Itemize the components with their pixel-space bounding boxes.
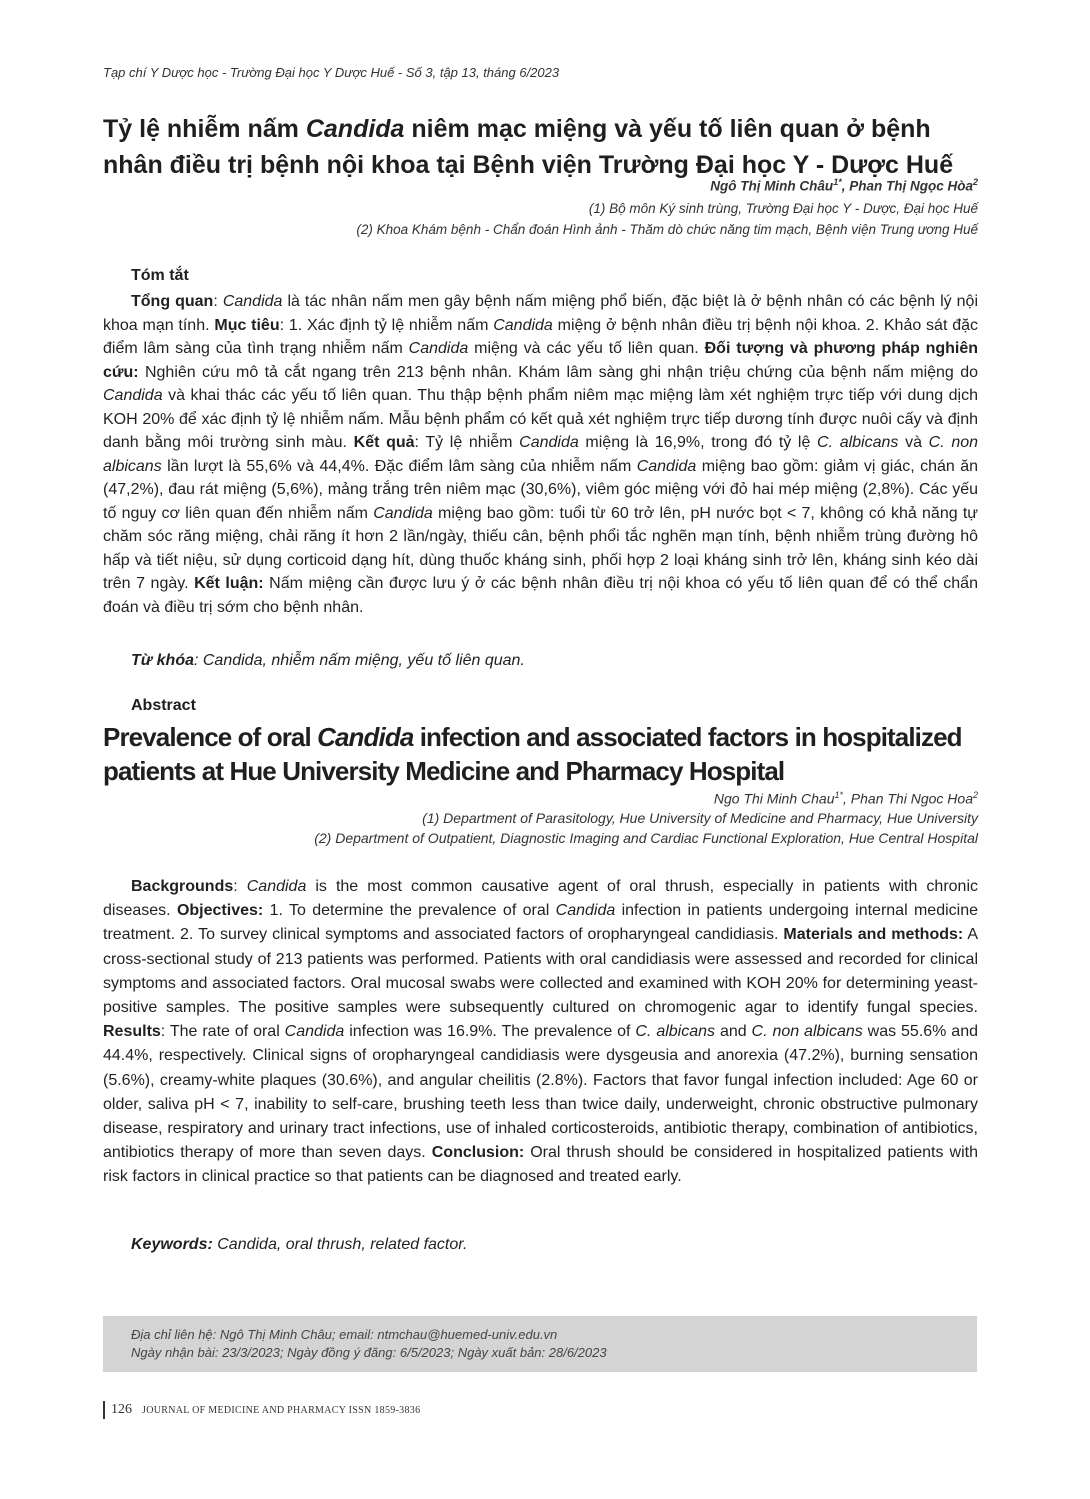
vn-article-title: [103, 111, 983, 183]
vn-summary-heading: Tóm tắt: [131, 267, 189, 284]
text-run: miệng bao gồm: tuổi từ 60 trở lên, pH nước bọt < 7, không có khả năng tự chăm sóc răng miệng, chải răng ít hơn 2 lần/ngày, thiếu cân, bệnh phổi tắc nghẽn mạn tính, bệnh nhiễm trùng đường hô hấp và tiết niệu, sử dụng corticoid dạng hít, dùng thuốc kháng sinh, phối hợp 2 loại kháng sinh trở lên, kháng sinh kéo dài trên 7 ngày.: [103, 504, 978, 592]
text-run: Tổng quan: [131, 293, 214, 310]
vn-title-part-1: Tỷ lệ nhiễm nấm: [103, 115, 306, 143]
text-run: Candida: [519, 434, 579, 451]
text-run: Results: [103, 1023, 161, 1041]
text-run: 1. To determine the prevalence of oral: [263, 902, 556, 920]
text-run: và khai thác các yếu tố liên quan. Thu thập bệnh phẩm niêm mạc miệng làm xét nghiệm trực tiếp với dung dịch KOH 20% để xác định tỷ lệ nhiễm nấm. Mẫu bệnh phẩm có kết quả xét nghiệm trực tiếp dương tính được nuôi cấy và định danh bằng môi trường sinh màu.: [103, 387, 978, 451]
en-affiliation-1: (1) Department of Parasitology, Hue University of Medicine and Pharmacy, Hue University: [422, 810, 978, 826]
en-authors: [714, 790, 978, 807]
en-author-sep: ,: [843, 790, 851, 807]
en-keywords-label: Keywords:: [131, 1236, 213, 1253]
text-run: Backgrounds: [131, 878, 234, 895]
en-title-part-2: infection and associated factors in hospitalized patients at Hue University Medicine and Pharmacy Hospital: [103, 722, 962, 786]
vn-author-sep: ,: [841, 178, 850, 194]
en-keywords: [131, 1236, 467, 1254]
text-run: là tác nhân nấm men gây bệnh nấm miệng phổ biến, đặc biệt là ở bệnh nhân có các bệnh lý nội khoa mạn tính.: [103, 293, 978, 334]
text-run: miệng và các yếu tố liên quan.: [468, 340, 705, 357]
text-run: Candida: [636, 457, 697, 475]
text-run: lần lượt là 55,6% và 44,4%. Đặc điểm lâm sàng của nhiễm nấm: [161, 457, 637, 475]
text-run: miệng là 16,9%, trong đó tỷ lệ: [578, 434, 818, 451]
text-run: Candida: [246, 878, 307, 895]
contact-line-1: Địa chỉ liên hệ: Ngô Thị Minh Châu; email: ntmchau@huemed-univ.edu.vn: [131, 1327, 558, 1342]
text-run: Nấm miệng cần được lưu ý ở các bệnh nhân điều trị nội khoa có yếu tố liên quan để có thể chẩn đoán và điều trị sớm cho bệnh nhân.: [103, 575, 978, 616]
text-run: Candida: [555, 902, 616, 920]
contact-info-box: [103, 1316, 977, 1372]
en-title-italic: Candida: [317, 722, 414, 752]
text-run: :: [233, 878, 247, 895]
text-run: :: [213, 293, 223, 310]
page-footer: [103, 1401, 420, 1419]
text-run: C. albicans: [817, 434, 899, 451]
vn-affiliation-2: (2) Khoa Khám bệnh - Chẩn đoán Hình ảnh - Thăm dò chức năng tim mạch, Bệnh viện Trung ương Huế: [356, 222, 978, 237]
en-abstract-heading: Abstract: [131, 697, 196, 714]
vn-keywords-label: Từ khóa: [131, 652, 194, 669]
text-run: Candida: [373, 504, 433, 522]
vn-authors: [710, 177, 978, 194]
text-run: Conclusion:: [431, 1144, 525, 1162]
vn-title-italic: Candida: [305, 115, 405, 143]
text-run: Candida: [493, 316, 553, 334]
contact-line-2: Ngày nhận bài: 23/3/2023; Ngày đồng ý đăng: 6/5/2023; Ngày xuất bản: 28/6/2023: [131, 1345, 607, 1360]
en-author-2: Phan Thi Ngoc Hoa: [850, 790, 973, 807]
text-run: infection in patients undergoing internal medicine treatment. 2. To survey clinical symptoms and associated factors of oropharyngeal candidiasis.: [103, 902, 978, 944]
text-run: Mục tiêu: [214, 316, 280, 334]
text-run: Đối tượng và phương pháp nghiên cứu:: [103, 340, 979, 381]
text-run: Oral thrush should be considered in hospitalized patients with risk factors in clinical practice so that patients can be diagnosed and treated early.: [103, 1144, 978, 1186]
text-run: Kết luận:: [194, 575, 264, 592]
vn-abstract-paragraph: [103, 290, 978, 619]
text-run: : The rate of oral: [160, 1023, 285, 1041]
text-run: Candida: [103, 387, 163, 404]
en-keywords-text: Candida, oral thrush, related factor.: [212, 1236, 468, 1253]
text-run: miệng ở bệnh nhân điều trị bệnh nội khoa. 2. Khảo sát đặc điểm lâm sàng của tình trạng nhiễm nấm: [103, 316, 978, 357]
vn-author-1-sup: 1*: [833, 177, 842, 187]
vn-author-1: Ngô Thị Minh Châu: [710, 178, 834, 194]
text-run: Nghiên cứu mô tả cắt ngang trên 213 bệnh nhân. Khám lâm sàng ghi nhận triệu chứng của bệnh nấm miệng do: [138, 363, 978, 381]
text-run: was 55.6% and 44.4%, respectively. Clinical signs of oropharyngeal candidiasis were dysgeusia and anorexia (47.2%), burning sensation (5.6%), creamy-white plaques (30.6%), and angular cheilitis (2.8%). Factors that favor fungal infection included: Age 60 or older, saliva pH < 7, inability to self-care, brushing teeth less than twice daily, underweight, chronic obstructive pulmonary disease, respiratory and urinary tract infections, use of inhaled corticosteroids, antibiotic therapy, combination of antibiotics, antibiotics therapy of more than seven days.: [103, 1023, 979, 1162]
footer-journal-name: JOURNAL OF MEDICINE AND PHARMACY ISSN 1859-3836: [142, 1404, 421, 1416]
text-run: A cross-sectional study of 213 patients was performed. Patients with oral candidiasis were assessed and recorded for clinical symptoms and associated factors. Oral mucosal swabs were collected and examined with KOH 20% for determining yeast-positive samples. The positive samples were subsequently cultured on chromogenic agar to identify fungal species.: [103, 926, 979, 1017]
en-article-title: [103, 720, 983, 788]
footer-divider: [103, 1401, 105, 1419]
en-affiliation-2: (2) Department of Outpatient, Diagnostic Imaging and Cardiac Functional Exploration, Hue Central Hospital: [314, 830, 978, 846]
vn-author-2-sup: 2: [972, 177, 978, 187]
text-run: miệng bao gồm: giảm vị giác, chán ăn (47,2%), đau rát miệng (5,6%), mảng trắng trên niêm mạc (30,6%), viêm góc miệng với đỏ hai mép miệng (2,8%). Các yếu tố nguy cơ liên quan đến nhiễm nấm: [103, 457, 978, 522]
text-run: Candida: [222, 293, 283, 310]
text-run: C. non albicans: [103, 434, 979, 475]
text-run: Candida: [284, 1023, 345, 1041]
text-run: infection was 16.9%. The prevalence of: [344, 1023, 636, 1041]
text-run: Materials and methods:: [783, 926, 964, 944]
text-run: Kết quả: [353, 434, 415, 451]
text-run: and: [715, 1023, 752, 1041]
text-run: và: [898, 434, 929, 451]
en-author-1: Ngo Thi Minh Chau: [713, 790, 835, 807]
page-number: 126: [111, 1402, 132, 1417]
vn-title-part-2: niêm mạc miệng và yếu tố liên quan ở bệnh nhân điều trị bệnh nội khoa tại Bệnh viện Trường Đại học Y - Dược Huế: [103, 115, 954, 179]
text-run: : Tỷ lệ nhiễm: [414, 434, 520, 451]
text-run: is the most common causative agent of oral thrush, especially in patients with chronic diseases.: [103, 878, 979, 920]
en-title-part-1: Prevalence of oral: [103, 722, 318, 752]
en-author-2-sup: 2: [972, 790, 978, 800]
vn-author-2: Phan Thị Ngọc Hòa: [849, 178, 973, 194]
en-abstract-paragraph: [103, 875, 978, 1190]
text-run: Candida: [408, 340, 469, 357]
text-run: : 1. Xác định tỷ lệ nhiễm nấm: [279, 316, 494, 334]
text-run: C. albicans: [635, 1023, 716, 1041]
en-author-1-sup: 1*: [834, 790, 844, 800]
text-run: Objectives:: [176, 902, 264, 920]
vn-keywords: [131, 652, 525, 670]
text-run: C. non albicans: [751, 1023, 863, 1041]
vn-affiliation-1: (1) Bộ môn Ký sinh trùng, Trường Đại học Y - Dược, Đại học Huế: [588, 201, 978, 216]
vn-keywords-text: : Candida, nhiễm nấm miệng, yếu tố liên quan.: [193, 652, 525, 669]
journal-header: Tạp chí Y Dược học - Trường Đại học Y Dược Huế - Số 3, tập 13, tháng 6/2023: [103, 65, 560, 80]
